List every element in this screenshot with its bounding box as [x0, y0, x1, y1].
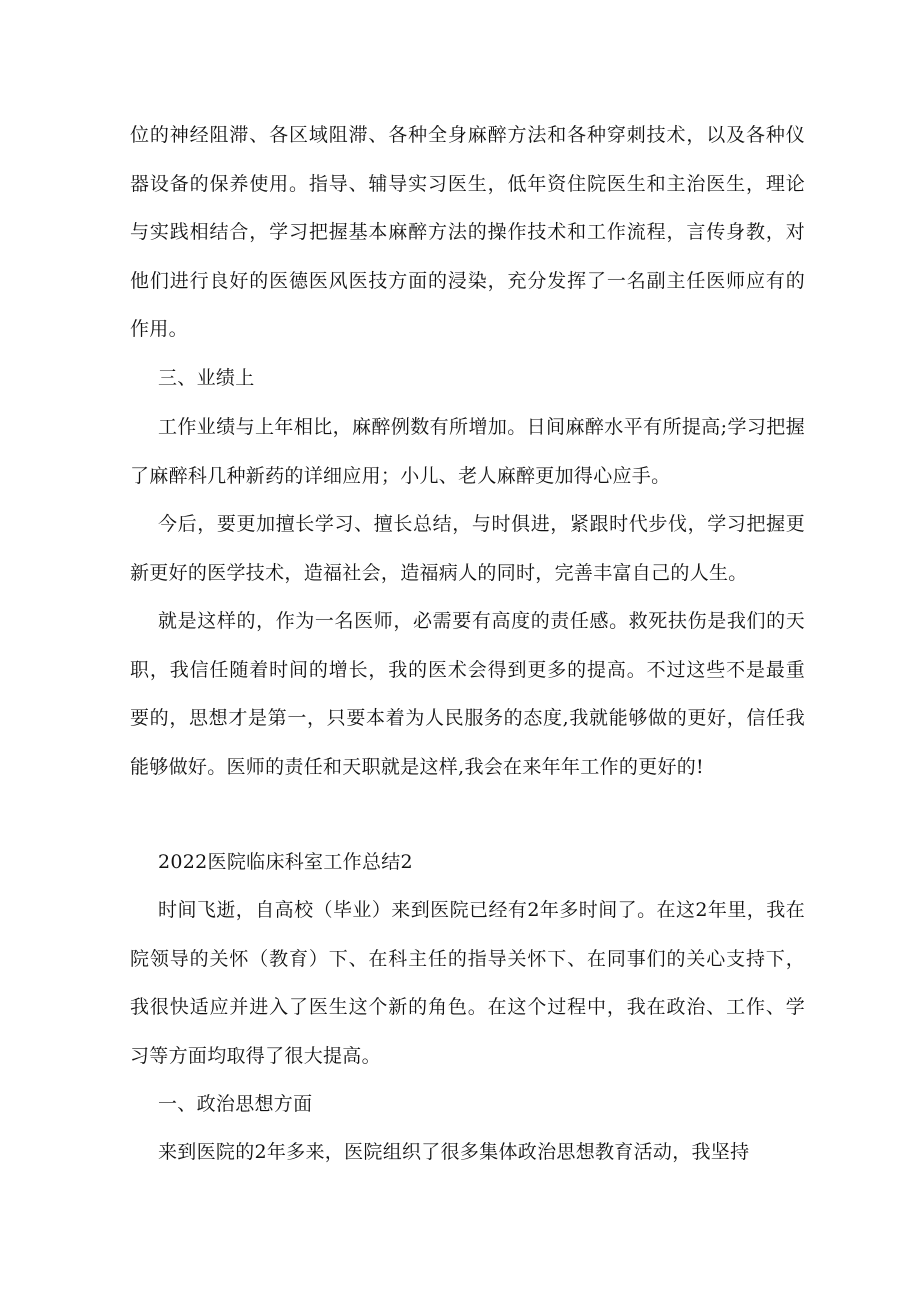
paragraph-future: 今后，要更加擅长学习、擅长总结，与时俱进，紧跟时代步伐，学习把握更新更好的医学技术，造福社会，造福病人的同时，完善丰富自己的人生。 [130, 513, 805, 584]
paragraph-political: 来到医院的2年多来，医院组织了很多集体政治思想教育活动，我坚持 [158, 1141, 750, 1163]
paragraph-continuation: 位的神经阻滞、各区域阻滞、各种全身麻醉方法和各种穿刺技术，以及各种仪器设备的保养使用。指导、辅导实习医生，低年资住院医生和主治医生，理论与实践相结合，学习把握基本麻醉方法的操作技术和工作流程，言传身教，对他们进行良好的医德医风医技方面的浸染，充分发挥了一名副主任医师应有的作用。 [130, 124, 805, 340]
document-title-2: 2022医院临床科室工作总结2 [158, 851, 413, 873]
section-heading-performance: 三、业绩上 [158, 367, 255, 389]
section-heading-political: 一、政治思想方面 [158, 1093, 313, 1115]
paragraph-intro: 时间飞逝，自高校（毕业）来到医院已经有2年多时间了。在这2年里，我在院领导的关怀（教育）下、在科主任的指导关怀下、在同事们的关心支持下，我很快适应并进入了医生这个新的角色。在这个过程中，我在政治、工作、学习等方面均取得了很大提高。 [130, 899, 805, 1067]
paragraph-responsibility: 就是这样的，作为一名医师，必需要有高度的责任感。救死扶伤是我们的天职，我信任随着时间的增长，我的医术会得到更多的提高。不过这些不是最重要的，思想才是第一，只要本着为人民服务的态度,我就能够做的更好，信任我能够做好。医师的责任和天职就是这样,我会在来年年工作的更好的! [130, 610, 805, 778]
paragraph-performance: 工作业绩与上年相比，麻醉例数有所增加。日间麻醉水平有所提高;学习把握了麻醉科几种新药的详细应用；小儿、老人麻醉更加得心应手。 [130, 416, 805, 487]
